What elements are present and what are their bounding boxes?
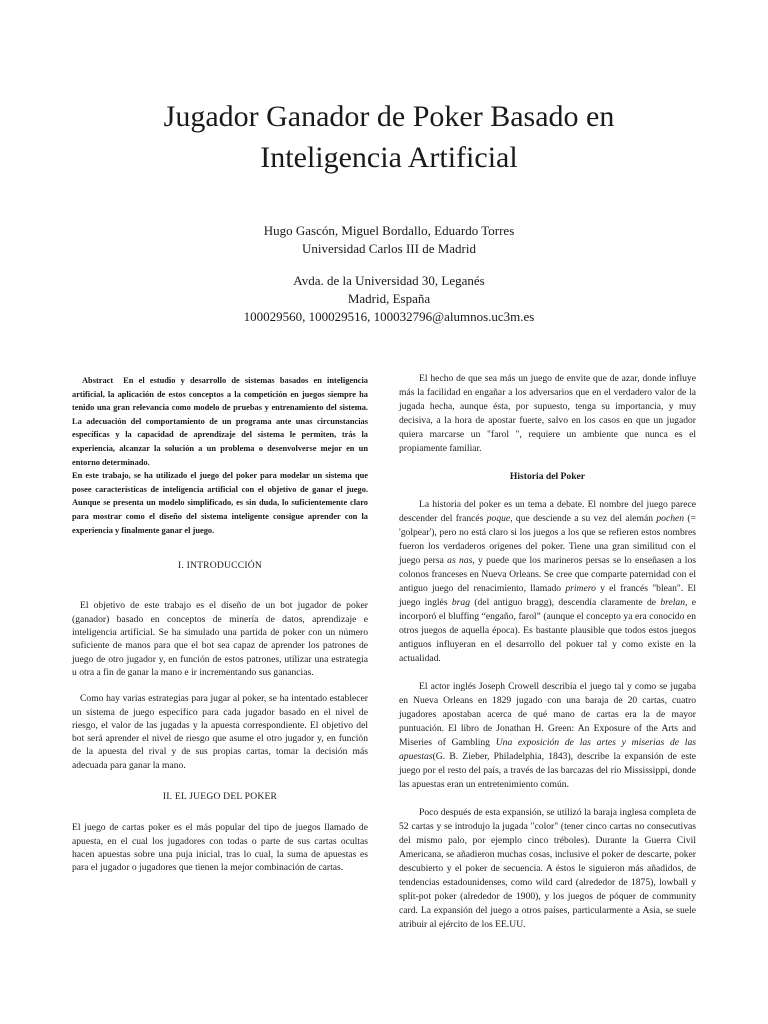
historia-text-f: (del antiguo bragg), descendía claramente de [470, 597, 661, 608]
historia-text-e: y el francés "blean". El juego inglés [399, 583, 696, 608]
historia-paragraph-2 [399, 680, 696, 792]
paper-title [100, 96, 678, 178]
abstract [72, 374, 368, 537]
address-line-1: Avda. de la Universidad 30, Leganés [293, 273, 485, 288]
left-column [72, 374, 368, 874]
title-line-2: Inteligencia Artificial [260, 141, 518, 174]
abstract-paragraph-1 [72, 374, 368, 469]
historia-text-a: La historia del poker es un tema a debate. El nombre del juego parece descender del francés [399, 499, 696, 524]
envite-paragraph: El hecho de que sea más un juego de envite que de azar, donde influye más la facilidad en engañar a los adversarios que en el verdadero valor de la jugada hecha, aunque ésta, por supuesto, tenga su importancia, y muy decisiva, a la hora de apostar fuerte, salvo en los casos en que un jugador quiera marcarse un "farol ", requiere un ambiente que nunca es el propiamente familiar. [399, 373, 696, 454]
historia-paragraph-3: Poco después de esta expansión, se utilizó la baraja inglesa completa de 52 cartas y se introdujo la jugada "color" (tener cinco cartas no consecutivas del mismo palo, por ejemplo cinco tréboles). Durante la Guerra Civil Americana, se añadieron muchas cosas, inclusive el poker de descarte, poker descubierto y el poker de secuencia. A éstos le siguieron más añadidos, de tendencias estadounidenses, como wild card (alrededor de 1875), lowball y split-pot poker (alrededor de 1900), y los juegos de póquer de community card. La expansión del juego a otros países, particularmente a Asia, se suele atribuir al ejército de los EE.UU. [399, 807, 696, 930]
historia2-text-b: (G. B. Zieber, Philadelphia, 1843), describe la expansión de este juego por el resto del país, a través de las barcazas del río Mississippi, donde las apuestas eran un entretenimiento común. [399, 751, 696, 790]
term-primero: primero [565, 583, 596, 594]
intro-paragraph-2: Como hay varias estrategias para jugar al poker, se ha intentado establecer un sistema de juego específico para cada jugador basado en el nivel de riesgo, el valor de las jugadas y la apuesta correspondiente. El objetivo del bot será aprender el nivel de riesgo que asume el otro jugador y, en función de la apuesta del rival y de sus propias cartas, tomar la decisión más adecuada para ganar la mano. [72, 693, 368, 771]
abstract-text-1: En el estudio y desarrollo de sistemas basados en inteligencia artificial, la aplicación de estos conceptos a la competición en juegos siempre ha tenido una gran relevancia como modelo de pruebas y entrenamiento del sistema. La adecuación del comportamiento de un programa ante unas circunstancias específicas y la capacidad de aprendizaje del sistema le permiten, trás la experiencia, alcanzar la solución a un problema o desenvolverse mejor en un entorno determinado. [72, 376, 368, 467]
book-title-spanish: Una exposición de las artes y miserias de las apuestas [399, 737, 696, 762]
author-block [100, 222, 678, 258]
historia-text-g: , e incorporó el bluffing “engaño, farol” (aunque el concepto ya era conocido en otros juegos de aquella época). Es bastante plausible que todos estos juegos antiguos influyeran en el desarrollo del pokuer tal y como existe en la actualidad. [399, 597, 697, 664]
authors: Hugo Gascón, Miguel Bordallo, Eduardo Torres [263, 223, 515, 238]
historia-text-d: , y puede que los marineros persas se lo enseñasen a los colonos franceses en Nueva Orleans. Se cree que comparte paternidad con el antiguo juego del renacimiento, llamado [399, 555, 696, 594]
email-line: 100029560, 100029516, 100032796@alumnos.uc3m.es [243, 309, 535, 324]
juego-poker-paragraph-1: El juego de cartas poker es el más popular del tipo de juegos llamado de apuesta, en el cual los jugadores con todas o parte de sus cartas ocultas hacen apuestas sobre una puja inicial, tras lo cual, la suma de apuestas es para el jugador o jugadores que tienen la mejor combinación de cartas. [72, 822, 368, 874]
title-line-1: Jugador Ganador de Poker Basado en [163, 100, 615, 133]
intro-paragraph-1: El objetivo de este trabajo es el diseño de un bot jugador de poker (ganador) basado en conceptos de minería de datos, aprendizaje e inteligencia artificial. Se ha simulado una partida de poker con un número suficiente de manos para que el bot sea capaz de aprender los patrones de juego de otro jugador y, en función de estos patrones, utilizar una estrategia u otra a fin de ganar la mano e ir incrementando sus ganancias. [72, 600, 368, 678]
term-brag: brag [451, 597, 470, 608]
section-heading-introduccion: I. INTRODUCCIÓN [177, 560, 262, 572]
subsection-heading-historia: Historia del Poker [509, 471, 586, 482]
abstract-paragraph-2: En este trabajo, se ha utilizado el juego del poker para modelar un sistema que posee características de inteligencia artificial con el objetivo de ganar el juego. Aunque se presenta un modelo simplificado, es sin duda, lo suficientemente claro para mostrar como el diseño del sistema inteligente consigue aprender con la experiencia y finalmente ganar el juego. [72, 471, 368, 535]
historia-paragraph-1 [399, 498, 696, 666]
section-heading-juego-poker: II. EL JUEGO DEL POKER [162, 790, 278, 802]
right-column [399, 372, 696, 932]
term-brelan: brelan [660, 597, 686, 608]
term-poque: poque [486, 513, 511, 524]
affiliation: Universidad Carlos III de Madrid [301, 241, 476, 256]
term-as-nas: as nas [447, 555, 473, 566]
term-pochen: pochen [656, 513, 685, 524]
address-block [100, 272, 678, 326]
historia-text-c: (= 'golpear'), pero no está claro si los juegos a los que se refieren estos nombres fueron los verdaderos orígenes del poker. Tiene una gran similitud con el juego persa [399, 513, 696, 566]
address-line-2: Madrid, España [347, 291, 431, 306]
historia-text-b: , que desciende a su vez del alemán [510, 513, 657, 524]
historia2-text-a: El actor inglés Joseph Crowell describía el juego tal y como se jugaba en Nueva Orleans en 1829 jugado con una baraja de 20 cartas, cuatro jugadores apostaban acerca de qué mano de cartas era la de mayor puntuación. El libro de Jonathan H. Green: An Exposure of the Arts and Miseries of Gambling [399, 681, 696, 748]
abstract-label: Abstract [82, 376, 114, 385]
